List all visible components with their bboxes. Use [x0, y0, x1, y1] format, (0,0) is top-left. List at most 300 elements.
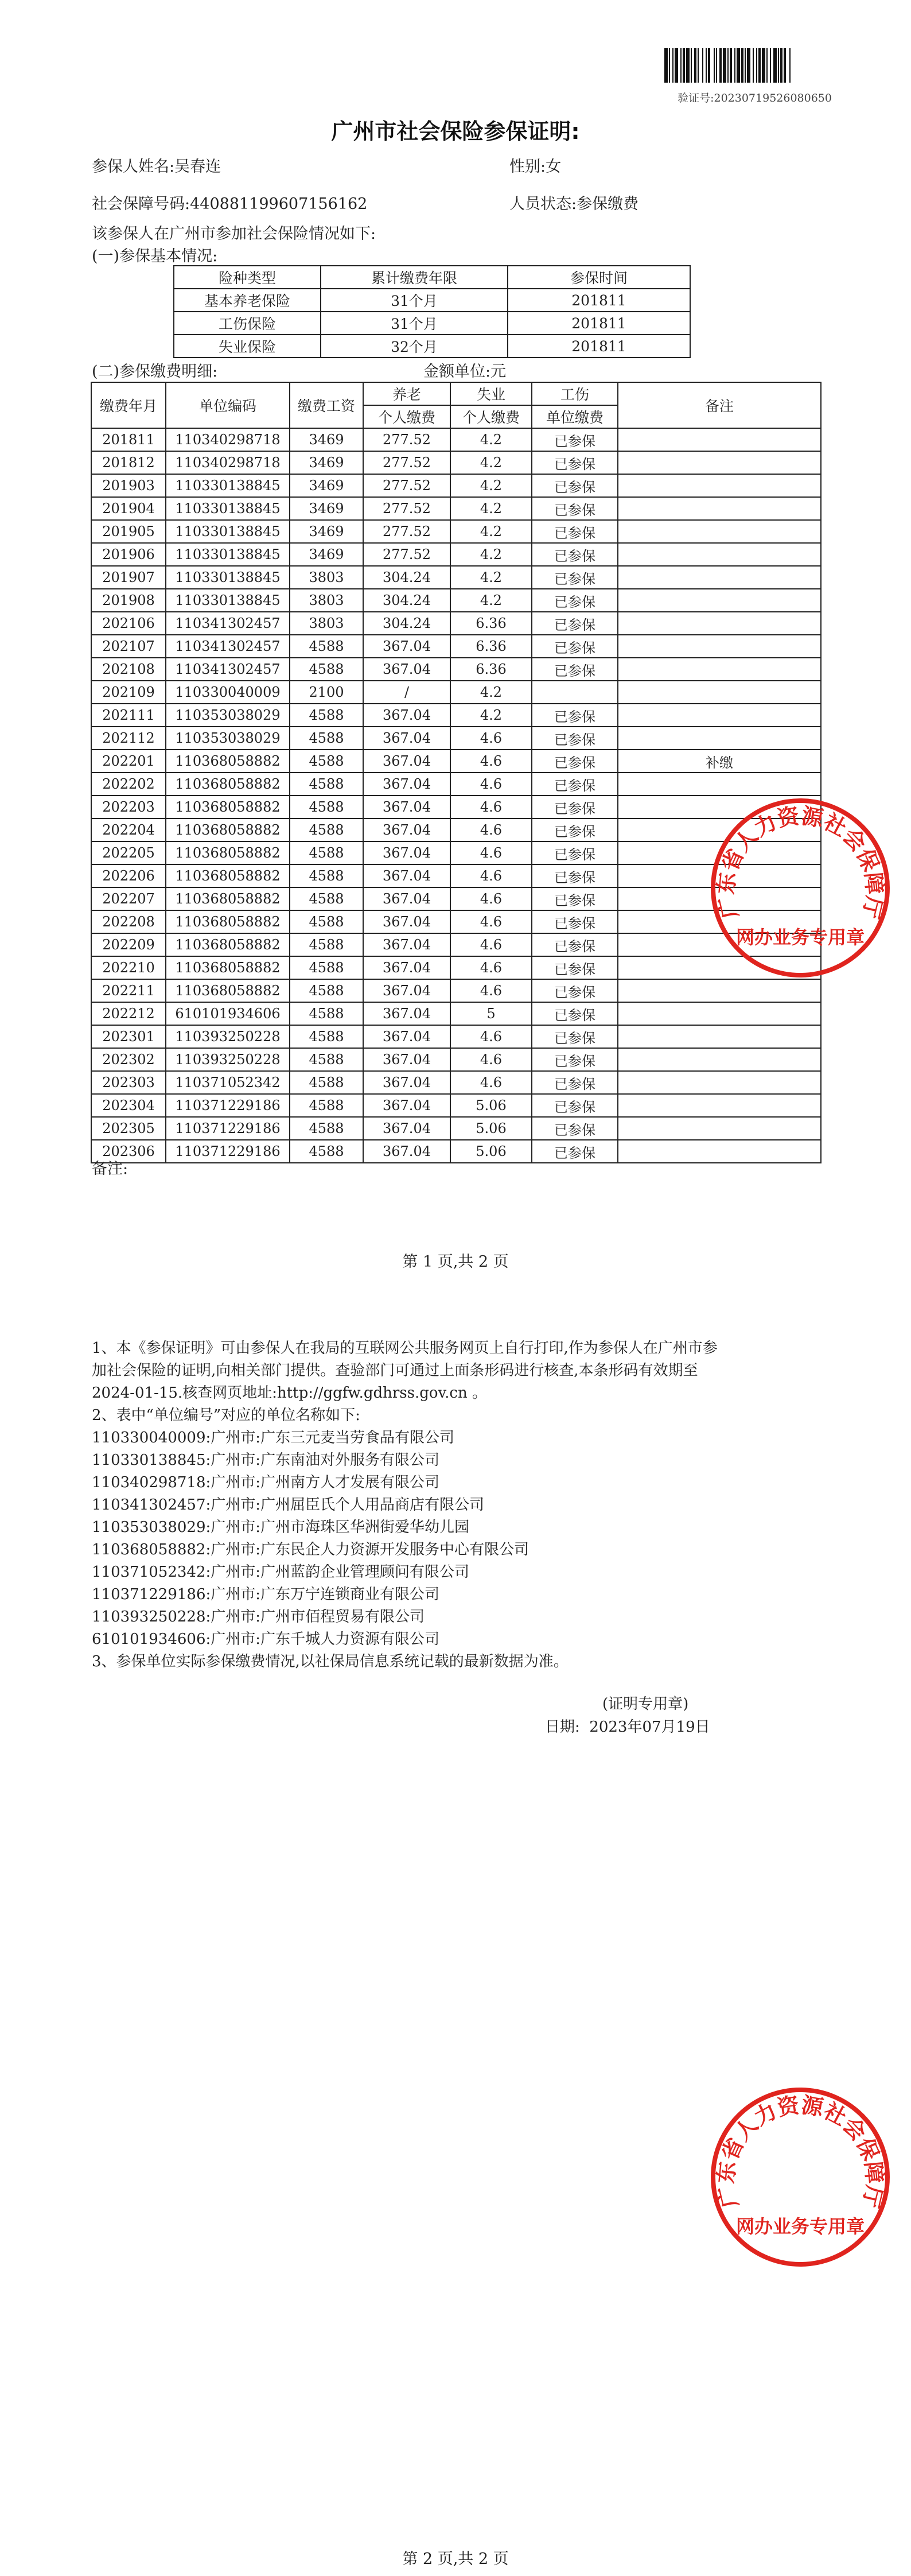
cell-company-code: 110368058882: [166, 910, 290, 933]
cell-wage: 3469: [290, 520, 363, 543]
basic-row: [174, 289, 690, 312]
seal-inner-text: 网办业务专用章: [735, 2216, 865, 2237]
cell-pension-personal: 367.04: [363, 887, 450, 910]
cell-pension-personal: 367.04: [363, 1002, 450, 1025]
table-row: [91, 1117, 821, 1140]
cell-company-code: 110330138845: [166, 543, 290, 566]
cell-unemployment-personal: 4.6: [450, 933, 532, 956]
note-1-line: 2024-01-15.核查网页地址:http://ggfw.gdhrss.gov.cn 。: [92, 1384, 487, 1402]
table-row: [91, 1140, 821, 1163]
table-row: [91, 520, 821, 543]
cell-injury-unit: 已参保: [532, 841, 618, 864]
table-row: [91, 497, 821, 520]
date-label: 日期:: [545, 1718, 580, 1736]
cell-remark: [618, 704, 821, 727]
cell-wage: 4588: [290, 979, 363, 1002]
cell-remark: [618, 979, 821, 1002]
status-value: 参保缴费: [577, 195, 639, 213]
cell-month: 202212: [91, 1002, 166, 1025]
cell-remark: [618, 589, 821, 612]
cell-pension-personal: 367.04: [363, 818, 450, 841]
intro-text: 该参保人在广州市参加社会保险情况如下:: [92, 225, 376, 243]
basic-cell-type: 基本养老保险: [174, 289, 321, 312]
header-month: 缴费年月: [91, 382, 166, 428]
company-item: 110371052342:广州市:广州蓝韵企业管理顾问有限公司: [92, 1564, 470, 1581]
cell-pension-personal: 367.04: [363, 1071, 450, 1094]
basic-cell-type: 工伤保险: [174, 312, 321, 335]
cell-remark: [618, 566, 821, 589]
table-row: [91, 1094, 821, 1117]
basic-header-years: 累计缴费年限: [321, 266, 508, 289]
table-row: [91, 750, 821, 773]
basic-cell-start: 201811: [508, 312, 690, 335]
cell-wage: 4588: [290, 1002, 363, 1025]
cell-month: 202301: [91, 1025, 166, 1048]
cell-injury-unit: 已参保: [532, 612, 618, 635]
cell-month: 202302: [91, 1048, 166, 1071]
cell-wage: 4588: [290, 910, 363, 933]
cell-remark: [618, 1048, 821, 1071]
cell-month: 202205: [91, 841, 166, 864]
cell-company-code: 110368058882: [166, 887, 290, 910]
company-item: 110340298718:广州市:广州南方人才发展有限公司: [92, 1474, 440, 1491]
cell-injury-unit: 已参保: [532, 773, 618, 796]
cell-company-code: 110341302457: [166, 612, 290, 635]
cell-month: 201905: [91, 520, 166, 543]
basic-cell-type: 失业保险: [174, 335, 321, 358]
table-row: [91, 773, 821, 796]
basic-row: [174, 312, 690, 335]
cell-month: 202107: [91, 635, 166, 658]
cell-month: 202210: [91, 956, 166, 979]
cell-company-code: 110371052342: [166, 1071, 290, 1094]
cell-injury-unit: 已参保: [532, 635, 618, 658]
basic-header-start: 参保时间: [508, 266, 690, 289]
cell-pension-personal: 367.04: [363, 750, 450, 773]
cell-injury-unit: 已参保: [532, 658, 618, 681]
cell-unemployment-personal: 5.06: [450, 1117, 532, 1140]
status-line: [509, 191, 639, 214]
cell-company-code: 110368058882: [166, 773, 290, 796]
header-injury: 工伤: [532, 382, 618, 405]
seal-outer-text: 广东省人力资源社会保障厅: [713, 2092, 888, 2210]
cell-remark: [618, 727, 821, 750]
cell-company-code: 110353038029: [166, 704, 290, 727]
header-remark: 备注: [618, 382, 821, 428]
cell-pension-personal: 367.04: [363, 773, 450, 796]
cell-unemployment-personal: 4.6: [450, 750, 532, 773]
cell-injury-unit: 已参保: [532, 1117, 618, 1140]
cell-wage: 3803: [290, 566, 363, 589]
cell-company-code: 110340298718: [166, 451, 290, 474]
cell-unemployment-personal: 4.6: [450, 796, 532, 818]
cell-injury-unit: 已参保: [532, 566, 618, 589]
basic-info-table: [173, 265, 691, 358]
cell-injury-unit: 已参保: [532, 956, 618, 979]
cell-wage: 4588: [290, 933, 363, 956]
gender-line: [509, 154, 561, 176]
basic-cell-years: 31个月: [321, 289, 508, 312]
cell-month: 202112: [91, 727, 166, 750]
cell-pension-personal: 367.04: [363, 1094, 450, 1117]
cell-wage: 4588: [290, 727, 363, 750]
cell-pension-personal: 367.04: [363, 796, 450, 818]
cell-unemployment-personal: 4.6: [450, 910, 532, 933]
cell-unemployment-personal: 4.2: [450, 543, 532, 566]
cell-company-code: 110341302457: [166, 635, 290, 658]
cell-wage: 4588: [290, 1071, 363, 1094]
issue-date: 2023年07月19日: [589, 1718, 710, 1736]
name-label: 参保人姓名:: [92, 158, 175, 176]
cell-remark: 补缴: [618, 750, 821, 773]
cell-company-code: 110341302457: [166, 658, 290, 681]
cell-remark: [618, 612, 821, 635]
cell-month: 202109: [91, 681, 166, 704]
cell-injury-unit: 已参保: [532, 589, 618, 612]
notes-label: 备注:: [92, 1160, 129, 1178]
cell-wage: 4588: [290, 887, 363, 910]
basic-header-row: [174, 266, 690, 289]
cell-unemployment-personal: 4.6: [450, 1071, 532, 1094]
cell-remark: [618, 1071, 821, 1094]
cell-unemployment-personal: 4.6: [450, 773, 532, 796]
cell-pension-personal: 367.04: [363, 864, 450, 887]
cell-injury-unit: 已参保: [532, 887, 618, 910]
cell-unemployment-personal: 4.6: [450, 887, 532, 910]
cell-injury-unit: 已参保: [532, 864, 618, 887]
basic-cell-start: 201811: [508, 335, 690, 358]
table-row: [91, 451, 821, 474]
verify-code-line: [654, 90, 832, 105]
cell-company-code: 110368058882: [166, 841, 290, 864]
company-item: 110393250228:广州市:广州市佰程贸易有限公司: [92, 1608, 425, 1625]
cell-company-code: 110368058882: [166, 864, 290, 887]
cell-month: 201904: [91, 497, 166, 520]
cell-company-code: 110368058882: [166, 956, 290, 979]
cell-wage: 4588: [290, 635, 363, 658]
ssn-value: 440881199607156162: [190, 195, 368, 213]
cell-company-code: 110353038029: [166, 727, 290, 750]
cell-injury-unit: 已参保: [532, 979, 618, 1002]
table-row: [91, 428, 821, 451]
cell-wage: 3469: [290, 428, 363, 451]
cell-month: 202202: [91, 773, 166, 796]
cell-company-code: 110368058882: [166, 979, 290, 1002]
person-name: 吴春连: [174, 158, 221, 176]
cell-pension-personal: 367.04: [363, 1048, 450, 1071]
page-1-number: 第 1 页,共 2 页: [402, 1253, 509, 1271]
table-row: [91, 589, 821, 612]
cell-month: 201906: [91, 543, 166, 566]
cell-wage: 4588: [290, 1025, 363, 1048]
company-item: 110368058882:广州市:广东民企人力资源开发服务中心有限公司: [92, 1541, 530, 1558]
cell-remark: [618, 1140, 821, 1163]
cell-unemployment-personal: 4.2: [450, 589, 532, 612]
cell-month: 202211: [91, 979, 166, 1002]
cell-injury-unit: 已参保: [532, 1002, 618, 1025]
barcode-graphic: [664, 48, 819, 83]
cell-injury-unit: 已参保: [532, 1025, 618, 1048]
cell-unemployment-personal: 4.2: [450, 451, 532, 474]
seal-inner-text: 网办业务专用章: [735, 926, 865, 948]
company-item: 110353038029:广州市:广州市海珠区华洲街爱华幼儿园: [92, 1519, 470, 1536]
note-1-line: 1、本《参保证明》可由参保人在我局的互联网公共服务网页上自行打印,作为参保人在广州市参: [92, 1340, 718, 1357]
cell-unemployment-personal: 6.36: [450, 612, 532, 635]
cell-month: 202206: [91, 864, 166, 887]
cell-unemployment-personal: 6.36: [450, 658, 532, 681]
cell-injury-unit: 已参保: [532, 818, 618, 841]
gender-label: 性别:: [509, 158, 546, 176]
cell-remark: [618, 681, 821, 704]
header-pension-personal: 个人缴费: [363, 405, 450, 428]
cell-injury-unit: 已参保: [532, 1071, 618, 1094]
table-row: [91, 474, 821, 497]
cell-company-code: 110368058882: [166, 796, 290, 818]
cell-wage: 4588: [290, 864, 363, 887]
payment-header-row-1: [91, 382, 821, 405]
cell-company-code: 110330040009: [166, 681, 290, 704]
cell-remark: [618, 474, 821, 497]
cell-company-code: 110368058882: [166, 933, 290, 956]
seal-icon: [706, 2082, 895, 2272]
cell-pension-personal: 367.04: [363, 1025, 450, 1048]
note-1-line: 加社会保险的证明,向相关部门提供。查验部门可通过上面条形码进行核查,本条形码有效期至: [92, 1362, 698, 1379]
cell-month: 202207: [91, 887, 166, 910]
cell-injury-unit: 已参保: [532, 910, 618, 933]
cell-pension-personal: 367.04: [363, 910, 450, 933]
header-unemployment-personal: 个人缴费: [450, 405, 532, 428]
cell-month: 202208: [91, 910, 166, 933]
cell-wage: 3469: [290, 451, 363, 474]
person-name-line: [92, 154, 221, 176]
cell-unemployment-personal: 5: [450, 1002, 532, 1025]
cell-unemployment-personal: 4.6: [450, 1048, 532, 1071]
cell-unemployment-personal: 4.6: [450, 1025, 532, 1048]
cell-company-code: 110371229186: [166, 1140, 290, 1163]
cell-company-code: 110371229186: [166, 1094, 290, 1117]
cell-unemployment-personal: 4.6: [450, 864, 532, 887]
seal-icon: [706, 793, 895, 983]
cell-wage: 4588: [290, 1048, 363, 1071]
cell-month: 202304: [91, 1094, 166, 1117]
cell-month: 202201: [91, 750, 166, 773]
cell-month: 202305: [91, 1117, 166, 1140]
seal-outer-text: 广东省人力资源社会保障厅: [713, 803, 888, 921]
cell-month: 201812: [91, 451, 166, 474]
cell-pension-personal: 304.24: [363, 566, 450, 589]
barcode: [664, 48, 819, 83]
cell-unemployment-personal: 5.06: [450, 1140, 532, 1163]
cell-remark: [618, 497, 821, 520]
note-2: [92, 1405, 826, 1673]
cell-injury-unit: 已参保: [532, 428, 618, 451]
header-pension: 养老: [363, 382, 450, 405]
cell-company-code: 110330138845: [166, 589, 290, 612]
cell-wage: 4588: [290, 841, 363, 864]
note-1: [92, 1337, 826, 1405]
seal-note: (证明专用章): [602, 1696, 689, 1713]
basic-header-type: 险种类型: [174, 266, 321, 289]
cell-company-code: 110368058882: [166, 818, 290, 841]
cell-month: 202204: [91, 818, 166, 841]
company-item: 610101934606:广州市:广东千城人力资源有限公司: [92, 1631, 440, 1648]
header-wage: 缴费工资: [290, 382, 363, 428]
cell-pension-personal: 277.52: [363, 497, 450, 520]
cell-injury-unit: 已参保: [532, 497, 618, 520]
cell-wage: 4588: [290, 658, 363, 681]
note-3: 3、参保单位实际参保缴费情况,以社保局信息系统记载的最新数据为准。: [92, 1653, 569, 1670]
cell-unemployment-personal: 5.06: [450, 1094, 532, 1117]
cell-remark: [618, 520, 821, 543]
cell-injury-unit: 已参保: [532, 543, 618, 566]
cell-unemployment-personal: 4.6: [450, 727, 532, 750]
cell-remark: [618, 635, 821, 658]
cell-wage: 4588: [290, 1094, 363, 1117]
cell-month: 201811: [91, 428, 166, 451]
cell-month: 201903: [91, 474, 166, 497]
cell-wage: 4588: [290, 773, 363, 796]
cell-wage: 2100: [290, 681, 363, 704]
table-row: [91, 566, 821, 589]
cell-company-code: 110371229186: [166, 1117, 290, 1140]
cell-wage: 4588: [290, 704, 363, 727]
cell-company-code: 110330138845: [166, 566, 290, 589]
cell-wage: 4588: [290, 750, 363, 773]
page-2-number: 第 2 页,共 2 页: [402, 2550, 509, 2568]
table-row: [91, 635, 821, 658]
table-row: [91, 1071, 821, 1094]
gender-value: 女: [546, 158, 562, 176]
company-item: 110330138845:广州市:广东南油对外服务有限公司: [92, 1452, 440, 1469]
cell-injury-unit: 已参保: [532, 1048, 618, 1071]
cell-company-code: 610101934606: [166, 1002, 290, 1025]
cell-company-code: 110330138845: [166, 520, 290, 543]
cell-remark: [618, 1117, 821, 1140]
company-item: 110341302457:广州市:广州屈臣氏个人用品商店有限公司: [92, 1496, 485, 1514]
table-row: [91, 612, 821, 635]
cell-pension-personal: 277.52: [363, 474, 450, 497]
cell-pension-personal: 367.04: [363, 933, 450, 956]
table-row: [91, 1048, 821, 1071]
table-row: [91, 727, 821, 750]
cell-injury-unit: 已参保: [532, 750, 618, 773]
cell-company-code: 110368058882: [166, 750, 290, 773]
table-row: [91, 658, 821, 681]
cell-unemployment-personal: 4.2: [450, 497, 532, 520]
cell-unemployment-personal: 4.6: [450, 979, 532, 1002]
cell-wage: 3469: [290, 497, 363, 520]
cell-injury-unit: 已参保: [532, 796, 618, 818]
table-row: [91, 1002, 821, 1025]
ssn-line: [92, 191, 367, 214]
cell-month: 201908: [91, 589, 166, 612]
cell-month: 202303: [91, 1071, 166, 1094]
cell-wage: 3803: [290, 612, 363, 635]
cell-pension-personal: 367.04: [363, 1140, 450, 1163]
cell-pension-personal: 277.52: [363, 520, 450, 543]
cell-unemployment-personal: 4.2: [450, 474, 532, 497]
cell-pension-personal: 367.04: [363, 704, 450, 727]
cell-month: 202209: [91, 933, 166, 956]
company-item: 110330040009:广州市:广东三元麦当劳食品有限公司: [92, 1429, 455, 1446]
header-company-code: 单位编码: [166, 382, 290, 428]
cell-injury-unit: 已参保: [532, 704, 618, 727]
cell-company-code: 110393250228: [166, 1048, 290, 1071]
cell-unemployment-personal: 4.2: [450, 428, 532, 451]
cell-month: 202106: [91, 612, 166, 635]
cell-wage: 4588: [290, 956, 363, 979]
verify-code: 20230719526080650: [714, 92, 832, 104]
cell-injury-unit: 已参保: [532, 933, 618, 956]
cell-wage: 3803: [290, 589, 363, 612]
amount-unit-label: 金额单位:元: [423, 363, 507, 381]
cell-company-code: 110393250228: [166, 1025, 290, 1048]
basic-cell-years: 32个月: [321, 335, 508, 358]
cell-pension-personal: 367.04: [363, 956, 450, 979]
cell-wage: 4588: [290, 818, 363, 841]
cell-injury-unit: 已参保: [532, 451, 618, 474]
cell-injury-unit: 已参保: [532, 727, 618, 750]
cell-month: 202306: [91, 1140, 166, 1163]
cell-remark: [618, 451, 821, 474]
official-seal-page-1: [706, 793, 895, 983]
cell-unemployment-personal: 4.2: [450, 520, 532, 543]
cell-wage: 4588: [290, 1117, 363, 1140]
table-row: [91, 979, 821, 1002]
cell-wage: 3469: [290, 474, 363, 497]
header-unemployment: 失业: [450, 382, 532, 405]
cell-pension-personal: /: [363, 681, 450, 704]
basic-cell-years: 31个月: [321, 312, 508, 335]
basic-cell-start: 201811: [508, 289, 690, 312]
cell-month: 202203: [91, 796, 166, 818]
page-title: 广州市社会保险参保证明:: [331, 119, 580, 144]
cell-pension-personal: 277.52: [363, 451, 450, 474]
cell-pension-personal: 304.24: [363, 589, 450, 612]
cell-injury-unit: 已参保: [532, 1140, 618, 1163]
cell-remark: [618, 1094, 821, 1117]
ssn-label: 社会保障号码:: [92, 195, 190, 213]
cell-remark: [618, 1025, 821, 1048]
cell-unemployment-personal: 6.36: [450, 635, 532, 658]
cell-wage: 3469: [290, 543, 363, 566]
cell-remark: [618, 428, 821, 451]
note-2-title: 2、表中“单位编号”对应的单位名称如下:: [92, 1407, 360, 1424]
cell-pension-personal: 304.24: [363, 612, 450, 635]
company-item: 110371229186:广州市:广东万宁连锁商业有限公司: [92, 1586, 440, 1603]
cell-pension-personal: 367.04: [363, 979, 450, 1002]
cell-month: 202111: [91, 704, 166, 727]
cell-unemployment-personal: 4.6: [450, 956, 532, 979]
issue-date-line: [545, 1715, 710, 1736]
cell-month: 202108: [91, 658, 166, 681]
cell-unemployment-personal: 4.2: [450, 704, 532, 727]
company-list: [92, 1427, 826, 1651]
table-row: [91, 1025, 821, 1048]
cell-remark: [618, 543, 821, 566]
payment-section-title: (二)参保缴费明细:: [92, 363, 218, 381]
basic-row: [174, 335, 690, 358]
basic-section-title: (一)参保基本情况:: [92, 247, 218, 265]
cell-unemployment-personal: 4.2: [450, 566, 532, 589]
cell-injury-unit: [532, 681, 618, 704]
cell-company-code: 110330138845: [166, 497, 290, 520]
cell-pension-personal: 367.04: [363, 658, 450, 681]
cell-injury-unit: 已参保: [532, 520, 618, 543]
cell-pension-personal: 367.04: [363, 635, 450, 658]
table-row: [91, 681, 821, 704]
cell-pension-personal: 367.04: [363, 1117, 450, 1140]
